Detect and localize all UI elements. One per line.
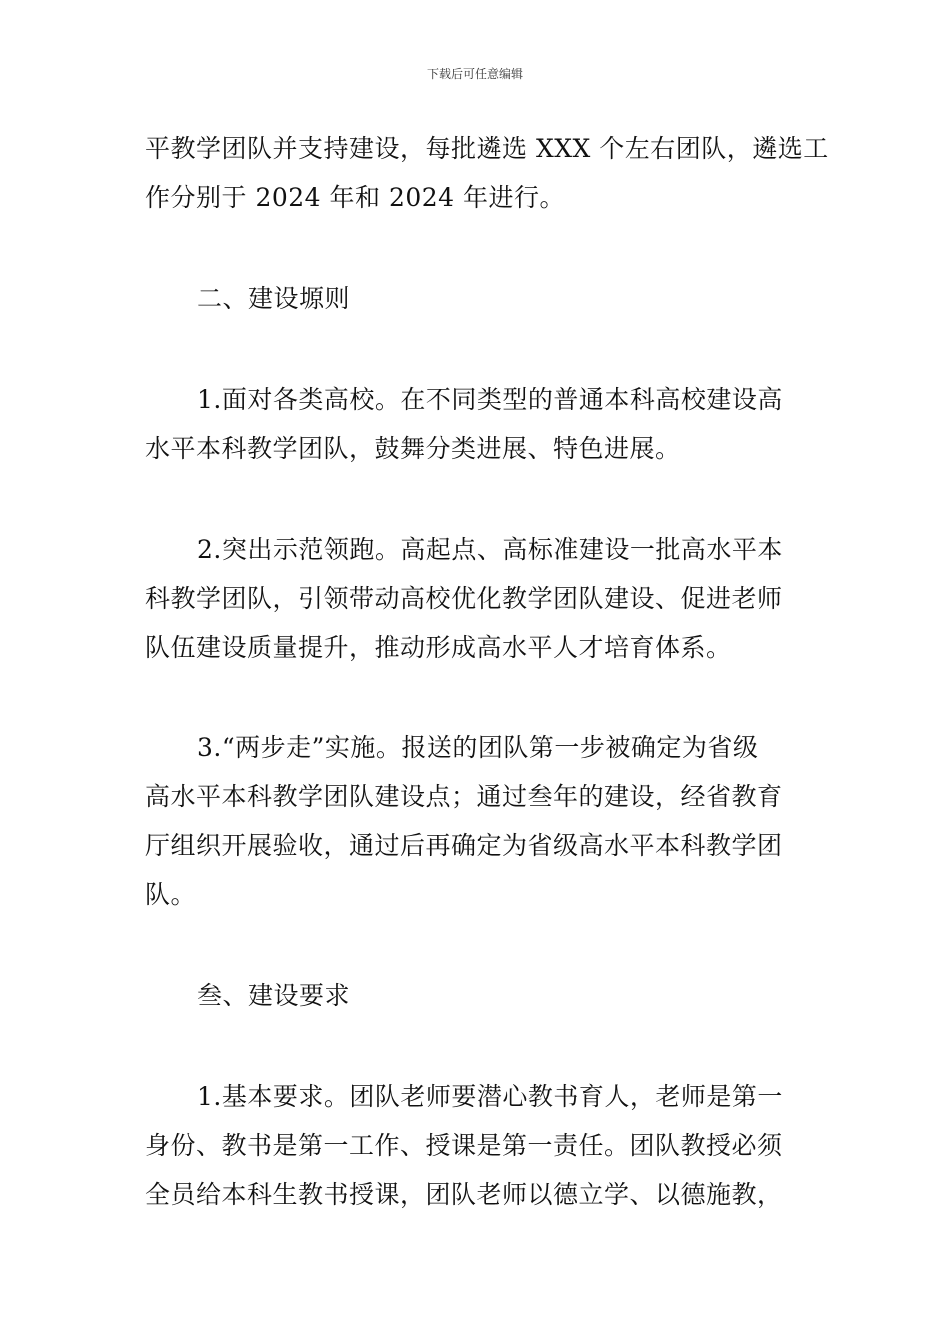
- paragraph-principle-2: [145, 525, 810, 672]
- paragraph-principle-1: [145, 375, 810, 473]
- heading-text: 二、建设塬则: [197, 284, 351, 313]
- heading-text: 叁、建设要求: [197, 981, 351, 1010]
- text-line: 高水平本科教学团队建设点；通过叁年的建设，经省教育: [145, 782, 783, 811]
- text-line: 队。: [145, 880, 197, 909]
- text-line: 身份、教书是第一工作、授课是第一责任。团队教授必须: [145, 1131, 783, 1160]
- section-heading-principles: [145, 274, 810, 323]
- text-line: 3.“两步走”实施。报送的团队第一步被确定为省级: [197, 733, 759, 762]
- paragraph-requirement-1: [145, 1072, 810, 1219]
- page-header-note: 下载后可任意编辑: [426, 67, 523, 81]
- text-line: 全员给本科生教书授课，团队老师以德立学、以德施教，: [145, 1180, 783, 1209]
- text-line: 水平本科教学团队，鼓舞分类进展、特色进展。: [145, 434, 681, 463]
- text-line: 1.基本要求。团队老师要潜心教书育人，老师是第一: [197, 1082, 783, 1111]
- text-line: 作分别于 2024 年和 2024 年进行。: [145, 183, 566, 212]
- paragraph-intro-continuation: [145, 124, 829, 222]
- section-heading-requirements: [145, 971, 810, 1020]
- text-line: 厅组织开展验收，通过后再确定为省级高水平本科教学团: [145, 831, 783, 860]
- text-line: 科教学团队，引领带动高校优化教学团队建设、促进老师: [145, 584, 783, 613]
- paragraph-principle-3: [145, 723, 810, 919]
- text-line: 队伍建设质量提升，推动形成高水平人才培育体系。: [145, 633, 732, 662]
- text-line: 2.突出示范领跑。高起点、高标准建设一批高水平本: [197, 535, 783, 564]
- text-line: 1.面对各类高校。在不同类型的普通本科高校建设高: [197, 385, 783, 414]
- text-line: 平教学团队并支持建设，每批遴选 XXX 个左右团队，遴选工: [145, 134, 829, 163]
